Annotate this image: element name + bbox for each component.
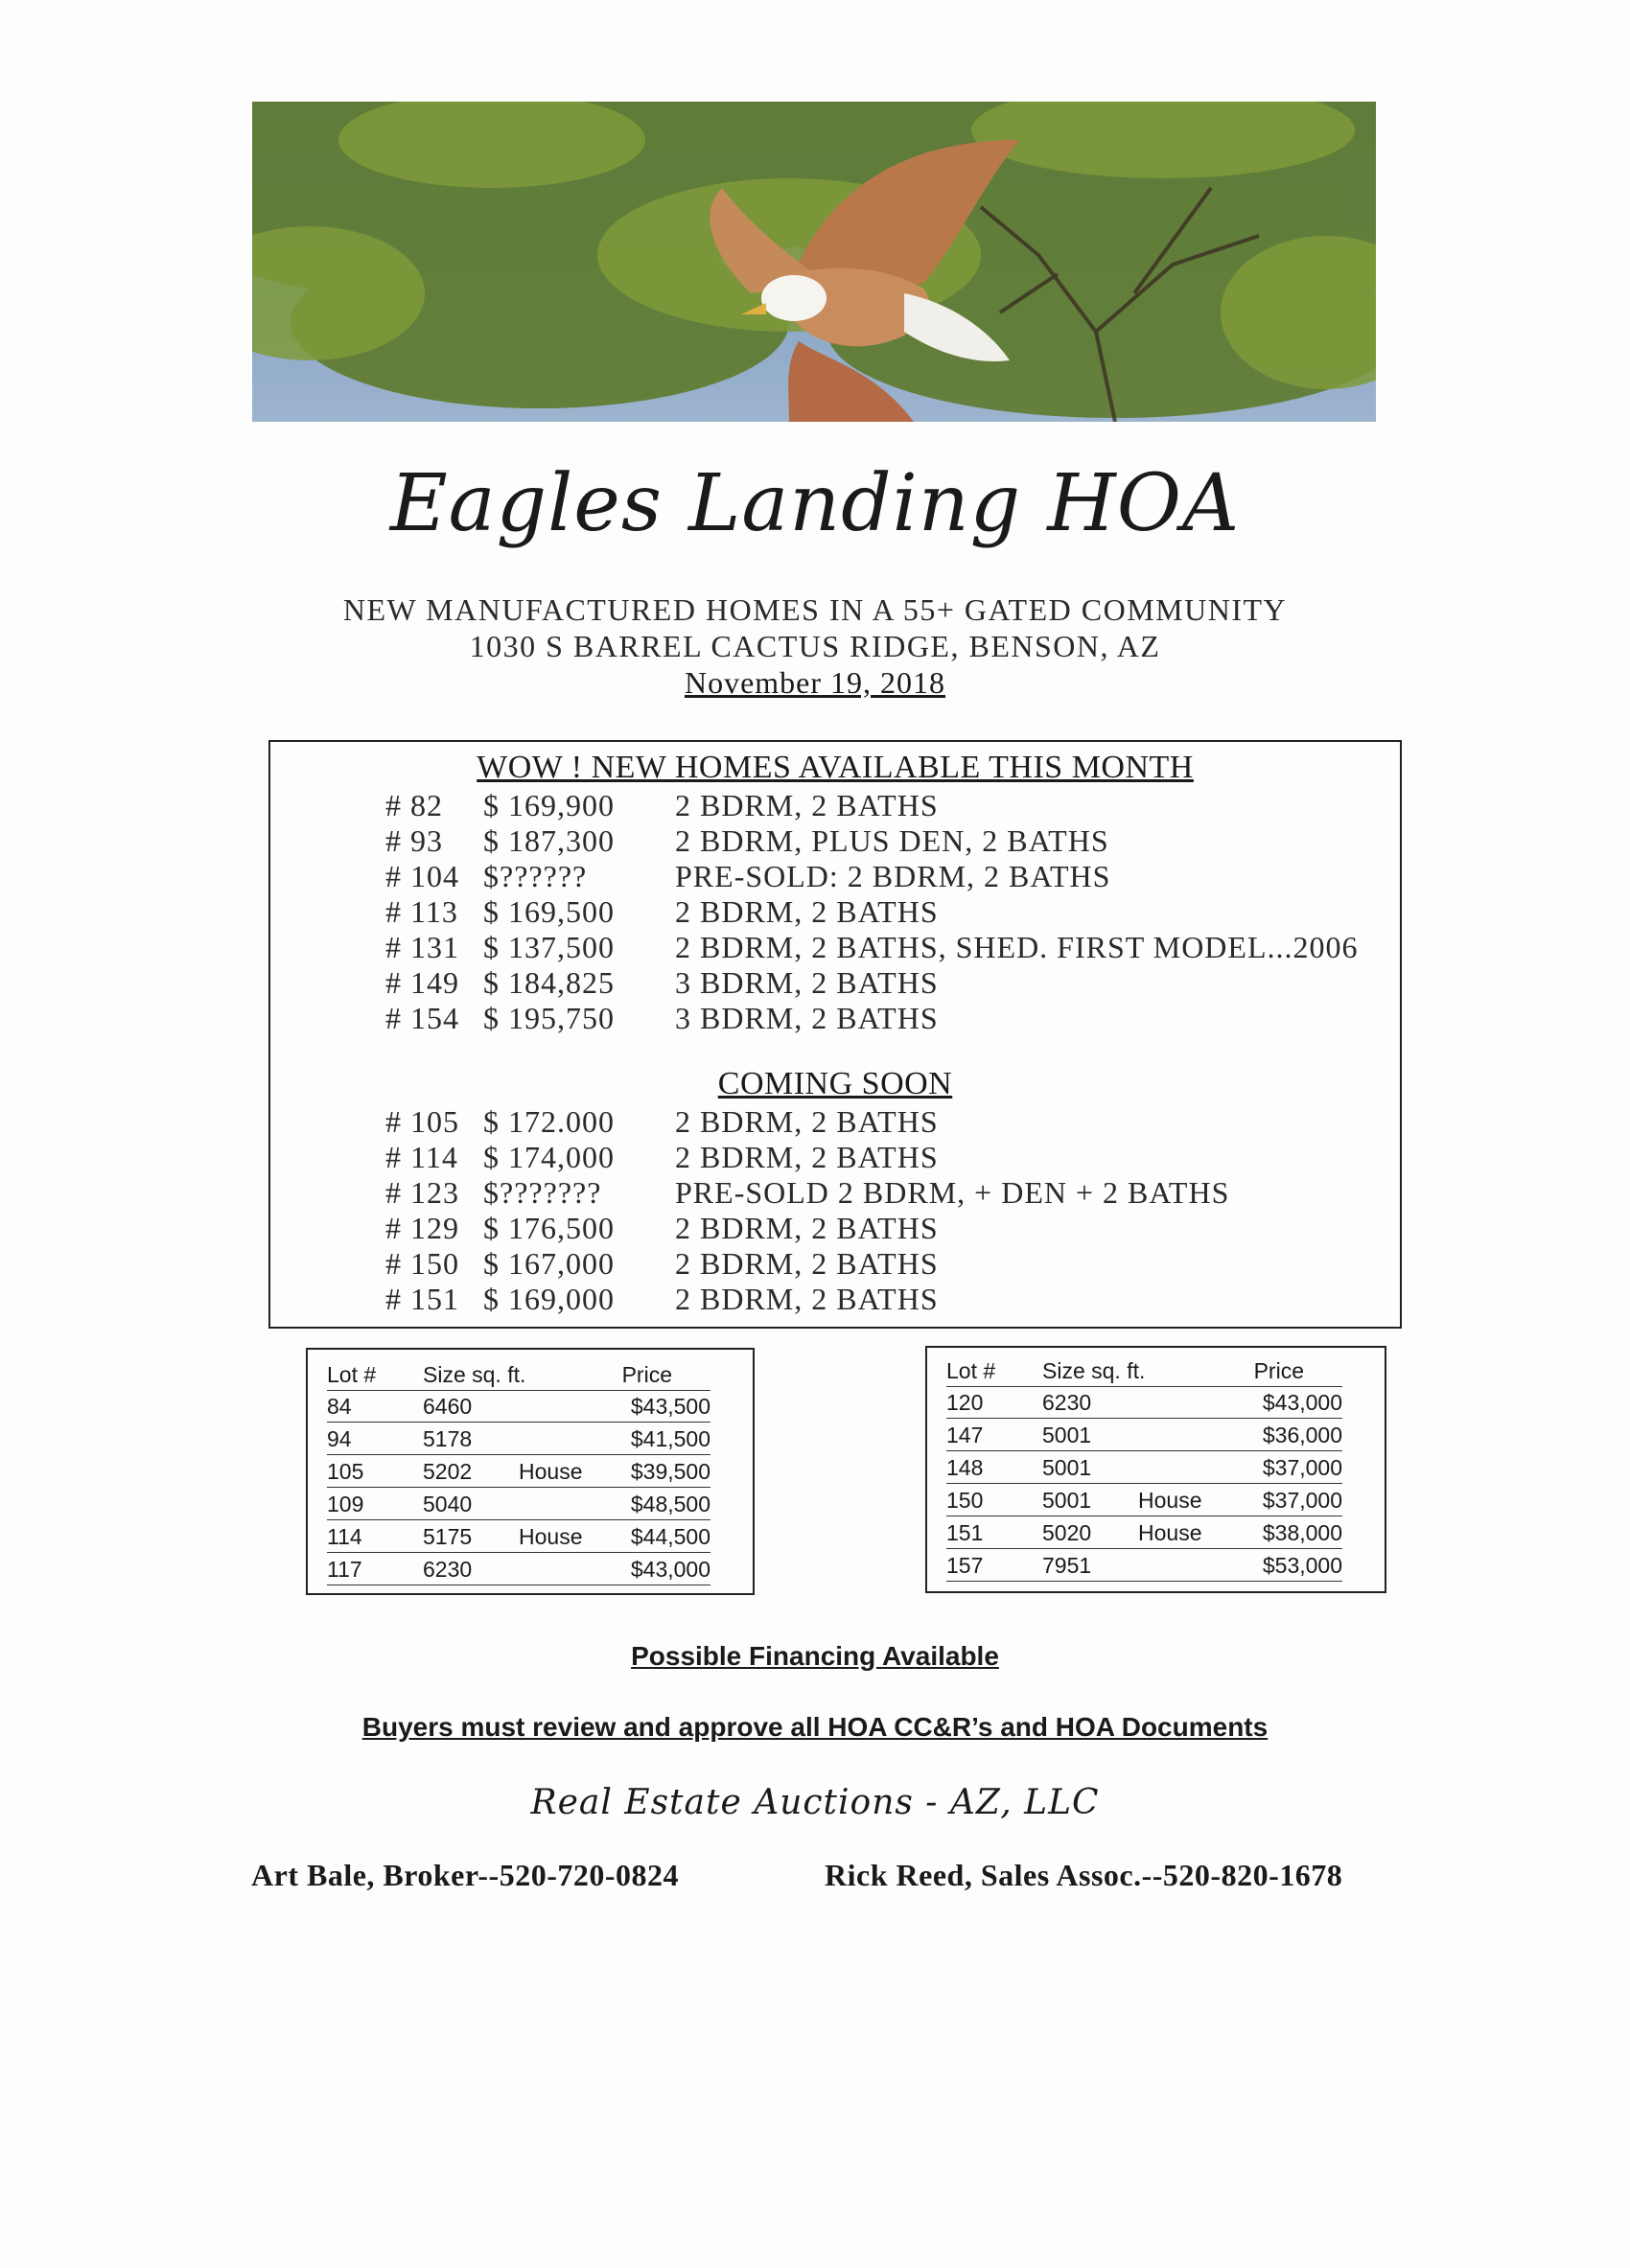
lot-price: $36,000 — [1262, 1423, 1342, 1447]
lot-note: House — [1138, 1520, 1202, 1545]
home-row — [270, 788, 1400, 823]
table-row — [327, 1554, 710, 1585]
header-lot: Lot # — [946, 1358, 996, 1383]
eagle-statue-image — [252, 102, 1376, 422]
home-price: $ 172.000 — [483, 1104, 615, 1139]
home-lot: # 131 — [385, 930, 459, 964]
home-lot: # 150 — [385, 1246, 459, 1281]
header-price: Price — [621, 1362, 672, 1387]
home-price: $ 137,500 — [483, 930, 615, 964]
lot-price: $39,500 — [630, 1459, 710, 1484]
home-row — [270, 894, 1400, 930]
table-row — [327, 1391, 710, 1423]
home-row — [270, 965, 1400, 1001]
header-lot: Lot # — [327, 1362, 377, 1387]
home-price: $ 169,900 — [483, 788, 615, 822]
home-description: 2 BDRM, PLUS DEN, 2 BATHS — [675, 823, 1109, 858]
lot-number: 150 — [946, 1488, 984, 1513]
home-price: $ 169,500 — [483, 894, 615, 929]
home-row — [270, 859, 1400, 894]
lots-table-right — [925, 1346, 1386, 1593]
lot-size: 5178 — [423, 1426, 473, 1451]
lot-price: $41,500 — [630, 1426, 710, 1451]
home-lot: # 114 — [385, 1140, 458, 1174]
lot-price: $37,000 — [1262, 1455, 1342, 1480]
home-description: 2 BDRM, 2 BATHS — [675, 1282, 939, 1316]
lot-size: 6460 — [423, 1394, 473, 1419]
home-row — [270, 1001, 1400, 1036]
home-lot: # 123 — [385, 1175, 459, 1210]
lot-note: House — [519, 1524, 583, 1549]
home-price: $?????? — [483, 859, 588, 893]
lot-note: House — [519, 1459, 583, 1484]
home-lot: # 93 — [385, 823, 443, 858]
home-lot: # 82 — [385, 788, 443, 822]
listing-date: November 19, 2018 — [684, 665, 946, 700]
table-row — [327, 1489, 710, 1520]
lot-size: 7951 — [1042, 1553, 1092, 1578]
lot-size: 5175 — [423, 1524, 473, 1549]
lot-price: $43,000 — [630, 1557, 710, 1582]
home-lot: # 104 — [385, 859, 459, 893]
home-description: 3 BDRM, 2 BATHS — [675, 1001, 939, 1035]
lot-number: 94 — [327, 1426, 352, 1451]
lot-note: House — [1138, 1488, 1202, 1513]
home-price: $ 184,825 — [483, 965, 615, 1000]
available-heading: WOW ! NEW HOMES AVAILABLE THIS MONTH — [477, 750, 1194, 785]
home-row — [270, 1140, 1400, 1175]
table-row — [327, 1423, 710, 1455]
contact-broker: Art Bale, Broker--520-720-0824 — [251, 1858, 680, 1892]
banner-photo — [252, 102, 1376, 422]
table-row — [946, 1452, 1342, 1484]
home-description: 2 BDRM, 2 BATHS, SHED. FIRST MODEL...2006 — [675, 930, 1359, 964]
home-row — [270, 823, 1400, 859]
home-description: 2 BDRM, 2 BATHS — [675, 1140, 939, 1174]
coming-soon-heading: COMING SOON — [717, 1066, 953, 1101]
lot-number: 117 — [327, 1557, 362, 1582]
home-description: PRE-SOLD: 2 BDRM, 2 BATHS — [675, 859, 1111, 893]
lot-price: $37,000 — [1262, 1488, 1342, 1513]
review-note: Buyers must review and approve all HOA CC&R’s and HOA Documents — [361, 1712, 1269, 1742]
home-lot: # 129 — [385, 1211, 459, 1245]
table-header — [946, 1355, 1342, 1387]
lot-price: $43,000 — [1262, 1390, 1342, 1415]
table-row — [327, 1456, 710, 1488]
table-row — [946, 1420, 1342, 1451]
home-lot: # 113 — [385, 894, 458, 929]
home-description: 2 BDRM, 2 BATHS — [675, 1104, 939, 1139]
lot-price: $53,000 — [1262, 1553, 1342, 1578]
table-row — [327, 1521, 710, 1553]
home-row — [270, 1282, 1400, 1317]
page-title: Eagles Landing HOA — [389, 458, 1241, 549]
home-description: 2 BDRM, 2 BATHS — [675, 1211, 939, 1245]
home-price: $ 169,000 — [483, 1282, 615, 1316]
home-description: 2 BDRM, 2 BATHS — [675, 788, 939, 822]
company-name: Real Estate Auctions - AZ, LLC — [530, 1783, 1100, 1822]
contact-sales-associate: Rick Reed, Sales Assoc.--520-820-1678 — [825, 1858, 1343, 1892]
home-row — [270, 1246, 1400, 1282]
lot-size: 6230 — [423, 1557, 473, 1582]
table-row — [946, 1485, 1342, 1516]
lot-price: $44,500 — [630, 1524, 710, 1549]
lot-price: $43,500 — [630, 1394, 710, 1419]
lot-size: 5020 — [1042, 1520, 1092, 1545]
lot-number: 147 — [946, 1423, 984, 1447]
lot-number: 157 — [946, 1553, 984, 1578]
home-description: PRE-SOLD 2 BDRM, + DEN + 2 BATHS — [675, 1175, 1230, 1210]
lots-table-left — [306, 1348, 755, 1595]
home-row — [270, 1175, 1400, 1211]
home-price: $ 187,300 — [483, 823, 615, 858]
homes-listing-box — [268, 740, 1402, 1329]
lot-number: 84 — [327, 1394, 352, 1419]
lot-price: $38,000 — [1262, 1520, 1342, 1545]
home-lot: # 151 — [385, 1282, 459, 1316]
table-row — [946, 1387, 1342, 1419]
lot-size: 5001 — [1042, 1423, 1092, 1447]
table-header — [327, 1359, 710, 1391]
lot-size: 5202 — [423, 1459, 473, 1484]
lot-number: 151 — [946, 1520, 984, 1545]
lot-size: 5001 — [1042, 1455, 1092, 1480]
financing-note: Possible Financing Available — [631, 1641, 999, 1671]
lot-size: 6230 — [1042, 1390, 1092, 1415]
lot-number: 105 — [327, 1459, 364, 1484]
home-description: 2 BDRM, 2 BATHS — [675, 894, 939, 929]
lot-number: 120 — [946, 1390, 984, 1415]
subtitle-address: 1030 S BARREL CACTUS RIDGE, BENSON, AZ — [469, 629, 1161, 663]
home-price: $ 195,750 — [483, 1001, 615, 1035]
home-price: $ 174,000 — [483, 1140, 615, 1174]
home-row — [270, 930, 1400, 965]
lot-size: 5040 — [423, 1492, 473, 1516]
home-price: $ 176,500 — [483, 1211, 615, 1245]
home-row — [270, 1211, 1400, 1246]
home-lot: # 154 — [385, 1001, 459, 1035]
lot-number: 114 — [327, 1524, 362, 1549]
header-size: Size sq. ft. — [1042, 1358, 1146, 1383]
table-row — [946, 1550, 1342, 1582]
home-description: 2 BDRM, 2 BATHS — [675, 1246, 939, 1281]
home-lot: # 105 — [385, 1104, 459, 1139]
lot-size: 5001 — [1042, 1488, 1092, 1513]
home-price: $??????? — [483, 1175, 602, 1210]
home-row — [270, 1104, 1400, 1140]
header-size: Size sq. ft. — [423, 1362, 526, 1387]
lot-price: $48,500 — [630, 1492, 710, 1516]
home-description: 3 BDRM, 2 BATHS — [675, 965, 939, 1000]
header-price: Price — [1253, 1358, 1304, 1383]
lot-number: 148 — [946, 1455, 984, 1480]
lot-number: 109 — [327, 1492, 364, 1516]
home-price: $ 167,000 — [483, 1246, 615, 1281]
home-lot: # 149 — [385, 965, 459, 1000]
table-row — [946, 1517, 1342, 1549]
subtitle-community: NEW MANUFACTURED HOMES IN A 55+ GATED COMMUNITY — [342, 592, 1288, 627]
